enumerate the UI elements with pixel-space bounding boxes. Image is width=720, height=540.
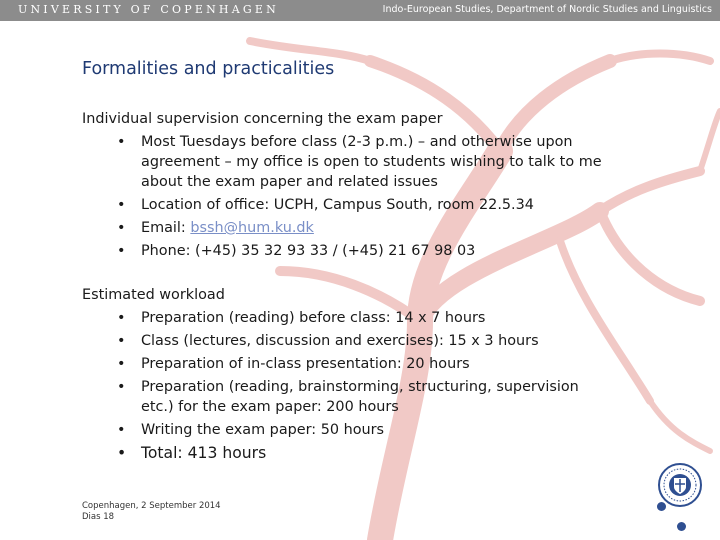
supervision-section (82, 109, 611, 264)
list-item (117, 377, 611, 417)
slide-title: Formalities and practicalities (82, 59, 335, 79)
footer-place-date: Copenhagen, 2 September 2014 (82, 501, 221, 511)
department-name: Indo-European Studies, Department of Nordic Studies and Linguistics (382, 4, 712, 15)
list-item-text: Phone: (+45) 35 32 93 33 / (+45) 21 67 98 03 (141, 243, 476, 259)
list-item (117, 354, 611, 374)
email-link[interactable]: bssh@hum.ku.dk (190, 220, 314, 236)
header-bar (0, 0, 720, 21)
list-item-text: Class (lectures, discussion and exercises): 15 x 3 hours (141, 333, 539, 349)
list-item (117, 218, 611, 238)
list-item-text: Writing the exam paper: 50 hours (141, 422, 385, 438)
supervision-list (82, 132, 611, 261)
list-item (117, 132, 611, 192)
university-seal-logo (657, 462, 703, 508)
logo-dot (657, 502, 666, 511)
bullet: • (117, 379, 126, 395)
list-item (117, 331, 611, 351)
total-hours: Total: 413 hours (141, 444, 267, 462)
list-item-text: Location of office: UCPH, Campus South, room 22.5.34 (141, 197, 534, 213)
list-item (117, 195, 611, 215)
supervision-heading: Individual supervision concerning the exam paper (82, 111, 443, 127)
slide-footer (82, 501, 221, 523)
bullet: • (117, 422, 126, 438)
list-item-text: Most Tuesdays before class (2-3 p.m.) – and otherwise upon agreement – my office is open to students wishing to talk to me about the exam paper and related issues (141, 134, 602, 190)
footer-slide-number: Dias 18 (82, 512, 115, 522)
list-item-text: Preparation (reading) before class: 14 x 7 hours (141, 310, 486, 326)
bullet: • (117, 356, 126, 372)
bullet: • (117, 310, 126, 326)
logo-dot (677, 522, 686, 531)
bullet: • (117, 333, 126, 349)
email-label: Email: (141, 220, 191, 236)
university-wordmark: UNIVERSITY OF COPENHAGEN (18, 3, 279, 16)
workload-heading: Estimated workload (82, 287, 225, 303)
bullet: • (117, 134, 126, 150)
list-item-text: Preparation of in-class presentation: 20 hours (141, 356, 470, 372)
list-item-total (117, 443, 611, 463)
bullet: • (117, 444, 127, 462)
bullet: • (117, 220, 126, 236)
list-item (117, 241, 611, 261)
list-item-text: Preparation (reading, brainstorming, structuring, supervision etc.) for the exam paper: 200 hours (141, 379, 579, 415)
list-item (117, 420, 611, 440)
list-item (117, 308, 611, 328)
bullet: • (117, 197, 126, 213)
bullet: • (117, 243, 126, 259)
workload-section (82, 285, 611, 466)
workload-list (82, 308, 611, 463)
